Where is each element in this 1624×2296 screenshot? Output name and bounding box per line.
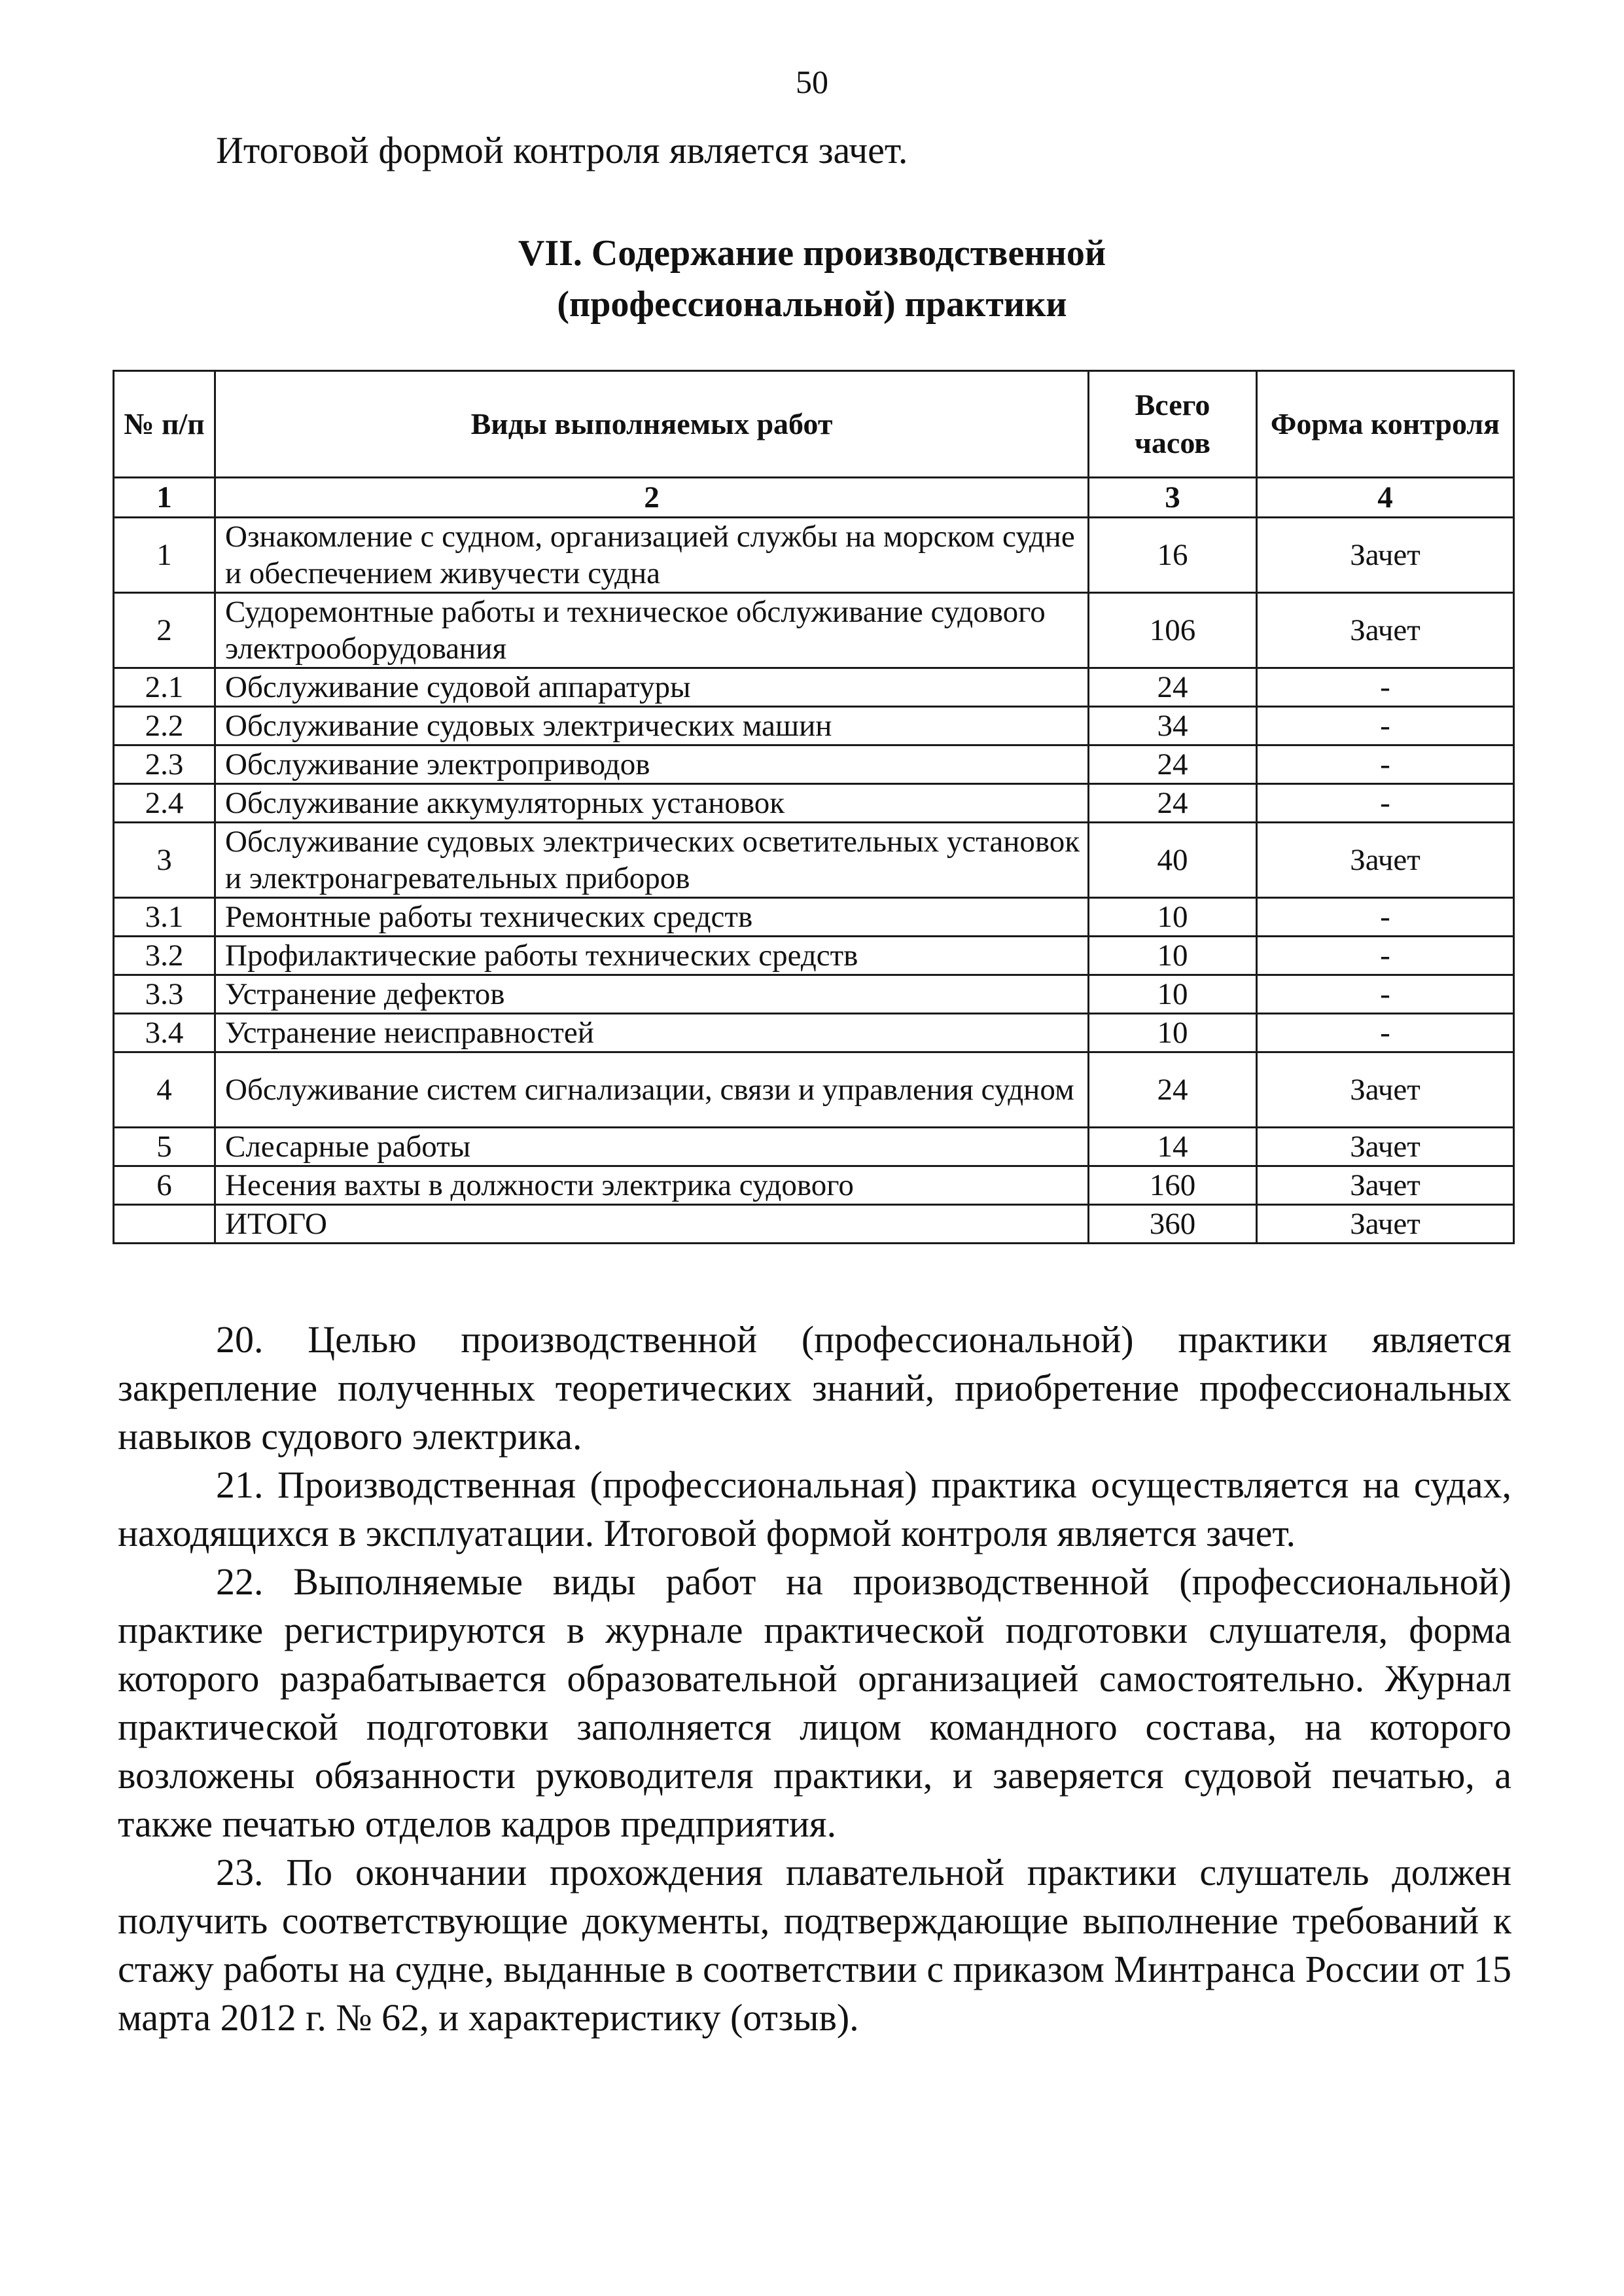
row-num: 3.2 — [114, 937, 215, 975]
row-num: 6 — [114, 1166, 215, 1205]
row-form: - — [1257, 937, 1514, 975]
row-num: 3.4 — [114, 1014, 215, 1052]
row-hours: 16 — [1089, 518, 1257, 593]
header-form: Форма контроля — [1257, 371, 1514, 478]
row-form: Зачет — [1257, 823, 1514, 898]
section-title-line-2: (профессиональной) практики — [557, 284, 1067, 325]
table-row — [114, 593, 1514, 668]
row-form: - — [1257, 975, 1514, 1014]
section-title — [0, 228, 1624, 330]
row-form: Зачет — [1257, 518, 1514, 593]
table-total-row — [114, 1205, 1514, 1244]
row-num — [114, 1205, 215, 1244]
row-num: 1 — [114, 518, 215, 593]
body-text — [118, 1316, 1511, 2042]
row-form: - — [1257, 1014, 1514, 1052]
row-hours: 34 — [1089, 707, 1257, 745]
table-row — [114, 707, 1514, 745]
row-form: - — [1257, 898, 1514, 937]
section-title-line-1: VII. Содержание производственной — [518, 233, 1106, 274]
row-form: Зачет — [1257, 1128, 1514, 1166]
row-work: Судоремонтные работы и техническое обслуживание судового электрооборудования — [215, 593, 1089, 668]
table-row — [114, 1052, 1514, 1128]
column-number-row — [114, 478, 1514, 518]
table-row — [114, 1128, 1514, 1166]
row-form: - — [1257, 784, 1514, 823]
table-row — [114, 937, 1514, 975]
row-work: Ремонтные работы технических средств — [215, 898, 1089, 937]
row-num: 5 — [114, 1128, 215, 1166]
row-work: Обслуживание судовых электрических осветительных установок и электронагревательных приборов — [215, 823, 1089, 898]
row-hours: 24 — [1089, 668, 1257, 707]
table-header-row — [114, 371, 1514, 478]
paragraph-23: 23. По окончании прохождения плавательной практики слушатель должен получить соответствующие документы, подтверждающие выполнение требований к стажу работы на судне, выданные в соответствии с приказом Минтранса России от 15 марта 2012 г. № 62, и характеристику (отзыв). — [118, 1851, 1511, 2039]
row-work: Слесарные работы — [215, 1128, 1089, 1166]
table-row — [114, 784, 1514, 823]
row-num: 3.3 — [114, 975, 215, 1014]
row-num: 3.1 — [114, 898, 215, 937]
header-num: № п/п — [114, 371, 215, 478]
row-hours: 14 — [1089, 1128, 1257, 1166]
row-hours: 10 — [1089, 1014, 1257, 1052]
total-label: ИТОГО — [215, 1205, 1089, 1244]
paragraph-21: 21. Производственная (профессиональная) практика осуществляется на судах, находящихся в эксплуатации. Итоговой формой контроля является зачет. — [118, 1463, 1511, 1554]
row-hours: 10 — [1089, 975, 1257, 1014]
row-hours: 24 — [1089, 1052, 1257, 1128]
row-num: 2.2 — [114, 707, 215, 745]
table-row — [114, 668, 1514, 707]
row-form: Зачет — [1257, 1166, 1514, 1205]
column-number: 1 — [114, 478, 215, 518]
column-number: 3 — [1089, 478, 1257, 518]
row-num: 2.4 — [114, 784, 215, 823]
row-work: Обслуживание судовой аппаратуры — [215, 668, 1089, 707]
row-work: Обслуживание систем сигнализации, связи и управления судном — [215, 1052, 1089, 1128]
paragraph-20: 20. Целью производственной (профессиональной) практики является закрепление полученных теоретических знаний, приобретение профессиональных навыков судового электрика. — [118, 1318, 1511, 1458]
total-hours: 360 — [1089, 1205, 1257, 1244]
row-hours: 24 — [1089, 745, 1257, 784]
row-work: Устранение неисправностей — [215, 1014, 1089, 1052]
practice-table — [113, 370, 1515, 1244]
row-form: - — [1257, 707, 1514, 745]
row-hours: 10 — [1089, 937, 1257, 975]
header-hours: Всего часов — [1089, 371, 1257, 478]
table-row — [114, 745, 1514, 784]
intro-line: Итоговой формой контроля является зачет. — [216, 129, 908, 171]
table-row — [114, 975, 1514, 1014]
paragraph-22: 22. Выполняемые виды работ на производственной (профессиональной) практике регистрируются в журнале практической подготовки слушателя, форма которого разрабатывается образовательной организацией самостоятельно. Журнал практической подготовки заполняется лицом командного состава, на которого возложены обязанности руководителя практики, и заверяется судовой печатью, а также печатью отделов кадров предприятия. — [118, 1560, 1511, 1845]
row-hours: 10 — [1089, 898, 1257, 937]
table-row — [114, 898, 1514, 937]
row-work: Профилактические работы технических средств — [215, 937, 1089, 975]
row-num: 2.3 — [114, 745, 215, 784]
row-work: Несения вахты в должности электрика судового — [215, 1166, 1089, 1205]
row-form: - — [1257, 745, 1514, 784]
row-work: Обслуживание судовых электрических машин — [215, 707, 1089, 745]
row-work: Устранение дефектов — [215, 975, 1089, 1014]
row-form: - — [1257, 668, 1514, 707]
table-row — [114, 1166, 1514, 1205]
table-row — [114, 518, 1514, 593]
row-work: Обслуживание аккумуляторных установок — [215, 784, 1089, 823]
row-work: Обслуживание электроприводов — [215, 745, 1089, 784]
row-work: Ознакомление с судном, организацией службы на морском судне и обеспечением живучести судна — [215, 518, 1089, 593]
page-number: 50 — [796, 63, 828, 100]
row-num: 2 — [114, 593, 215, 668]
row-form: Зачет — [1257, 1052, 1514, 1128]
column-number: 4 — [1257, 478, 1514, 518]
row-num: 2.1 — [114, 668, 215, 707]
row-hours: 40 — [1089, 823, 1257, 898]
row-form: Зачет — [1257, 593, 1514, 668]
row-num: 4 — [114, 1052, 215, 1128]
header-work: Виды выполняемых работ — [215, 371, 1089, 478]
table-row — [114, 823, 1514, 898]
row-num: 3 — [114, 823, 215, 898]
row-hours: 160 — [1089, 1166, 1257, 1205]
row-hours: 24 — [1089, 784, 1257, 823]
table-row — [114, 1014, 1514, 1052]
total-form: Зачет — [1257, 1205, 1514, 1244]
column-number: 2 — [215, 478, 1089, 518]
row-hours: 106 — [1089, 593, 1257, 668]
